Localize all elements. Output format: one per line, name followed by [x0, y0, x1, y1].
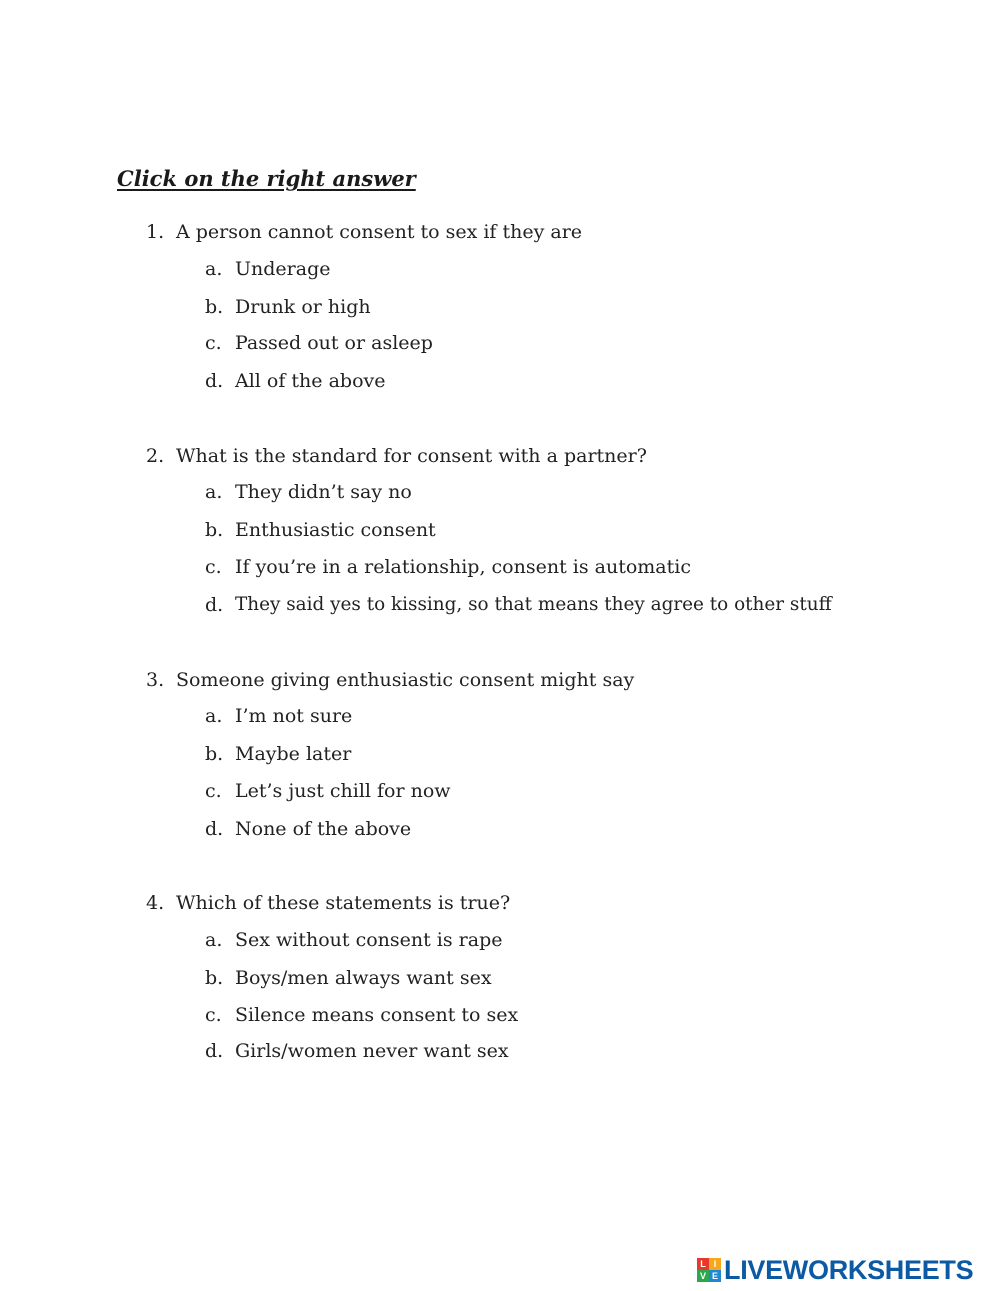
- option-text[interactable]: All of the above: [235, 370, 386, 392]
- liveworksheets-logo: [697, 1255, 973, 1285]
- question-text: A person cannot consent to sex if they are: [176, 221, 583, 243]
- option-text[interactable]: Boys/men always want sex: [235, 967, 492, 989]
- question-text: What is the standard for consent with a partner?: [176, 445, 647, 467]
- live-block-i: I: [709, 1258, 721, 1270]
- option-letter: d.: [205, 1040, 224, 1062]
- question-number: 2.: [146, 445, 165, 467]
- brand-wordmark: LIVEWORKSHEETS: [724, 1254, 974, 1285]
- question-number: 1.: [146, 221, 165, 243]
- option-letter: b.: [205, 296, 224, 318]
- page-title: Click on the right answer: [117, 166, 416, 191]
- live-blocks-icon: [697, 1258, 721, 1282]
- option-text[interactable]: Silence means consent to sex: [235, 1004, 519, 1026]
- option-letter: a.: [205, 705, 223, 727]
- option-letter: b.: [205, 519, 224, 541]
- option-text[interactable]: None of the above: [235, 818, 412, 840]
- option-text[interactable]: Enthusiastic consent: [235, 519, 436, 541]
- option-letter: a.: [205, 258, 223, 280]
- option-text[interactable]: Underage: [235, 258, 331, 280]
- option-text[interactable]: Passed out or asleep: [235, 332, 433, 354]
- option-letter: c.: [205, 780, 222, 802]
- option-letter: d.: [205, 370, 224, 392]
- option-letter: b.: [205, 743, 224, 765]
- option-letter: a.: [205, 929, 223, 951]
- option-text[interactable]: I’m not sure: [235, 705, 353, 727]
- option-letter: c.: [205, 332, 222, 354]
- option-letter: d.: [205, 594, 224, 616]
- option-letter: c.: [205, 1004, 222, 1026]
- option-letter: a.: [205, 481, 223, 503]
- option-letter: b.: [205, 967, 224, 989]
- option-text[interactable]: Maybe later: [235, 743, 352, 765]
- live-block-l: L: [697, 1258, 709, 1270]
- option-text[interactable]: They said yes to kissing, so that means they agree to other stuff: [235, 594, 832, 615]
- question-text: Which of these statements is true?: [176, 892, 511, 914]
- question-text: Someone giving enthusiastic consent might say: [176, 669, 635, 691]
- live-block-v: V: [697, 1270, 709, 1282]
- option-text[interactable]: They didn’t say no: [235, 481, 412, 503]
- option-letter: d.: [205, 818, 224, 840]
- question-number: 3.: [146, 669, 165, 691]
- option-text[interactable]: Sex without consent is rape: [235, 929, 503, 951]
- option-text[interactable]: Let’s just chill for now: [235, 780, 451, 802]
- option-text[interactable]: Drunk or high: [235, 296, 371, 318]
- option-text[interactable]: If you’re in a relationship, consent is automatic: [235, 556, 691, 578]
- option-text[interactable]: Girls/women never want sex: [235, 1040, 509, 1062]
- option-letter: c.: [205, 556, 222, 578]
- live-block-e: E: [709, 1270, 721, 1282]
- question-number: 4.: [146, 892, 165, 914]
